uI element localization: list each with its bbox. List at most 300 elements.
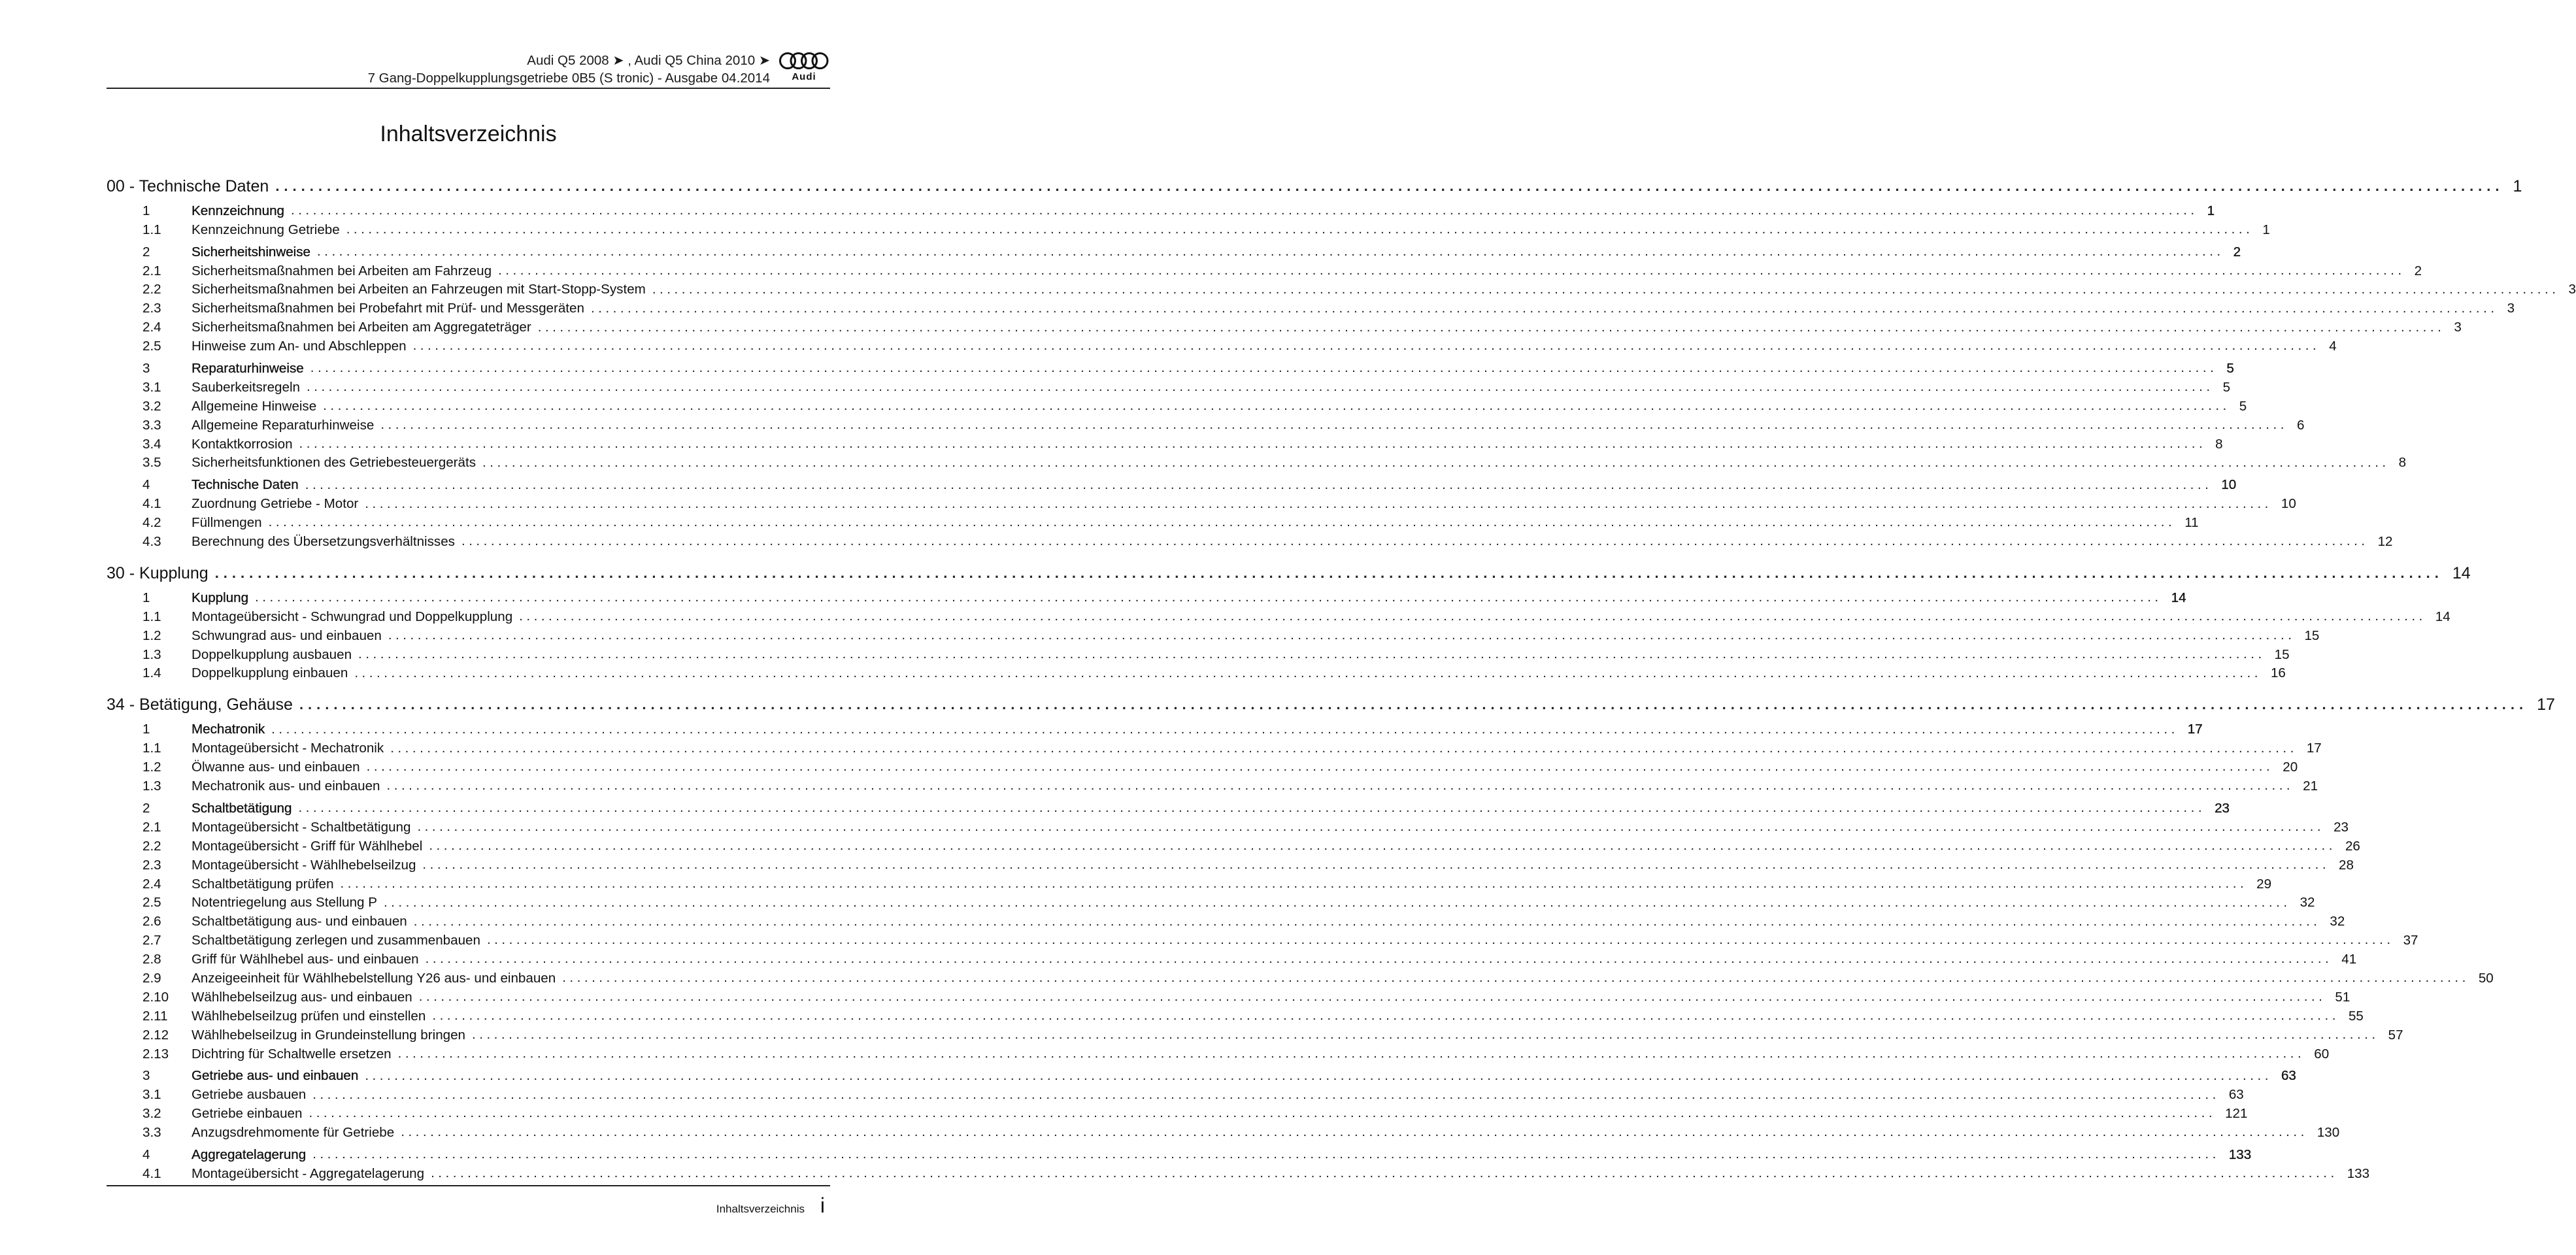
toc-entry-number: 2.7 (142, 933, 161, 948)
toc-page-number: 11 (2184, 515, 2199, 531)
toc-subsection[interactable] (107, 376, 2231, 395)
toc-chapter[interactable] (107, 173, 2522, 196)
toc-entry-label (107, 1147, 312, 1163)
dot-leader: .................................................................................................................................................................................................................................................................... (482, 454, 2390, 470)
toc-page-number: 32 (2300, 895, 2315, 911)
dot-leader: .................................................................................................................................................................................................................................................................... (354, 665, 2262, 680)
toc-entry-number: 4.1 (142, 496, 161, 512)
toc-entry-label (107, 695, 299, 714)
toc-entry-number: 2.12 (142, 1027, 169, 1043)
dot-leader: .................................................................................................................................................................................................................................................................... (366, 759, 2274, 775)
toc-page-number: 6 (2296, 417, 2305, 433)
dot-leader: .................................................................................................................................................................................................................................................................... (413, 913, 2321, 929)
toc-entry-label (107, 722, 271, 737)
toc-subsection[interactable] (107, 1043, 2330, 1062)
toc-entry-number: 1 (142, 203, 150, 218)
toc-page-number: 12 (2377, 534, 2393, 550)
toc-entry-title: Wählhebelseilzug in Grundeinstellung bringen (192, 1027, 466, 1043)
toc-subsection[interactable] (107, 493, 2296, 512)
dot-leader: .................................................................................................................................................................................................................................................................... (299, 696, 2528, 713)
toc-subsection[interactable] (107, 1163, 2370, 1182)
toc-page-number: 51 (2335, 989, 2350, 1005)
toc-subsection[interactable] (107, 316, 2462, 335)
toc-entry-number: 3.4 (142, 436, 161, 452)
toc-entry-label (107, 971, 562, 986)
toc-entry-label (107, 399, 323, 414)
dot-leader: .................................................................................................................................................................................................................................................................... (365, 1067, 2272, 1083)
dot-leader: .................................................................................................................................................................................................................................................................... (323, 398, 2230, 414)
toc-entry-number: 3.3 (142, 1125, 161, 1141)
dot-leader: .................................................................................................................................................................................................................................................................... (390, 740, 2298, 756)
toc-subsection[interactable] (107, 929, 2418, 948)
toc-entry-number: 4 (142, 1146, 150, 1162)
toc-entry-number: 2.3 (142, 301, 161, 316)
toc-entry-label (107, 455, 482, 471)
toc-entry-number: 2 (142, 244, 150, 259)
toc-entry-title: Technische Daten (192, 477, 299, 493)
toc-entry-number: 1.3 (142, 646, 161, 662)
toc-entry-title: Schaltbetätigung zerlegen und zusammenbauen (192, 933, 480, 948)
toc-page-number: 1 (2262, 222, 2270, 237)
toc-subsection[interactable] (107, 737, 2322, 756)
audi-rings-icon (778, 51, 830, 71)
toc-page-number: 29 (2256, 876, 2272, 892)
toc-entry-label (107, 564, 215, 583)
toc-page-number: 17 (2187, 722, 2203, 737)
toc-subsection[interactable] (107, 854, 2354, 873)
toc-entry-number: 2.10 (142, 989, 169, 1005)
toc-entry-label (107, 914, 414, 929)
toc-entry-number: 1.1 (142, 609, 161, 624)
toc-page-number: 8 (2215, 436, 2223, 452)
toc-page-number: 17 (2306, 741, 2322, 756)
dot-leader: .................................................................................................................................................................................................................................................................... (397, 1045, 2305, 1061)
toc-page-number: 3 (2454, 320, 2462, 335)
toc-entry-number: 1.3 (142, 778, 161, 794)
toc-entry-title: Zuordnung Getriebe - Motor (192, 496, 359, 512)
toc-entry-title: Füllmengen (192, 515, 262, 531)
toc-section[interactable] (107, 358, 2234, 376)
toc-subsection[interactable] (107, 625, 2320, 644)
dot-leader: .................................................................................................................................................................................................................................................................... (498, 262, 2405, 278)
toc-subsection[interactable] (107, 606, 2451, 625)
toc-subsection[interactable] (107, 1024, 2403, 1043)
toc-entry-number: 1 (142, 722, 150, 737)
toc-entry-label (107, 301, 591, 316)
toc-page-number: 8 (2398, 455, 2407, 471)
dot-leader: .................................................................................................................................................................................................................................................................... (425, 951, 2333, 967)
toc-entry-title: Sicherheitsmaßnahmen bei Arbeiten an Fahrzeugen mit Start-Stopp-System (192, 282, 646, 297)
toc-entry-title: Wählhebelseilzug aus- und einbauen (192, 989, 412, 1005)
toc-subsection[interactable] (107, 512, 2199, 531)
toc-entry-title: Wählhebelseilzug prüfen und einstellen (192, 1008, 426, 1024)
toc-subsection[interactable] (107, 433, 2223, 452)
toc-page-number: 14 (2452, 564, 2471, 583)
toc-entry-number: 2.1 (142, 263, 161, 278)
toc-entry-title: Getriebe aus- und einbauen (192, 1068, 359, 1084)
toc-subsection[interactable] (107, 835, 2360, 854)
toc-entry-title: Kontaktkorrosion (192, 436, 293, 452)
toc-subsection[interactable] (107, 948, 2357, 967)
toc-page-number: 5 (2222, 379, 2231, 395)
dot-leader: .................................................................................................................................................................................................................................................................... (310, 360, 2218, 376)
dot-leader: .................................................................................................................................................................................................................................................................... (299, 435, 2207, 451)
toc-page-number: 63 (2281, 1068, 2296, 1084)
toc-entry-title: Berechnung des Übersetzungsverhältnisses (192, 534, 455, 550)
toc-entry-label (107, 222, 346, 238)
toc-entry-label (107, 496, 365, 512)
toc-entry-label (107, 244, 317, 260)
toc-subsection[interactable] (107, 414, 2305, 433)
toc-entry-title: Ölwanne aus- und einbauen (192, 760, 360, 775)
toc-entry-title: Mechatronik (192, 722, 265, 737)
footer-label: Inhaltsverzeichnis (716, 1203, 805, 1215)
toc-entry-number: 2.13 (142, 1046, 169, 1062)
toc-entry-number: 2.9 (142, 970, 161, 986)
toc-subsection[interactable] (107, 775, 2318, 794)
toc-entry-number: 2.5 (142, 339, 161, 354)
toc-entry-label (107, 437, 299, 452)
toc-page-number: 32 (2330, 914, 2345, 929)
dot-leader: .................................................................................................................................................................................................................................................................... (317, 243, 2224, 259)
toc-chapter[interactable] (107, 560, 2471, 583)
toc-subsection[interactable] (107, 663, 2286, 682)
toc-section[interactable] (107, 718, 2203, 737)
toc-entry-title: Kennzeichnung (192, 203, 284, 218)
toc-section[interactable] (107, 474, 2237, 493)
dot-leader: .................................................................................................................................................................................................................................................................... (652, 281, 2560, 297)
toc-entry-number: 4.2 (142, 515, 161, 531)
toc-subsection[interactable] (107, 986, 2350, 1005)
toc-page-number: 1 (2207, 203, 2215, 218)
dot-leader: .................................................................................................................................................................................................................................................................... (309, 1105, 2216, 1121)
toc-entry-label (107, 418, 380, 433)
toc-entry-number: 3.3 (142, 417, 161, 433)
toc-entry-title: Doppelkupplung einbauen (192, 665, 348, 681)
toc-entry-title: Allgemeine Reparaturhinweise (192, 417, 375, 433)
toc-entry-label (107, 778, 387, 794)
toc-entry-title: Kupplung (192, 590, 249, 605)
toc-page-number: 1 (2513, 177, 2522, 195)
toc-entry-number: 2.6 (142, 914, 161, 929)
dot-leader: .................................................................................................................................................................................................................................................................... (312, 1086, 2220, 1102)
toc-subsection[interactable] (107, 644, 2290, 663)
toc-entry-label (107, 590, 255, 606)
toc-entry-label (107, 741, 390, 756)
toc-entry-label (107, 1068, 365, 1084)
toc-page-number: 5 (2239, 398, 2247, 414)
toc-entry-label (107, 380, 307, 395)
table-of-contents (107, 173, 2576, 1182)
toc-entry-title: Schwungrad aus- und einbauen (192, 628, 382, 643)
toc-entry-label (107, 839, 429, 854)
toc-section[interactable] (107, 1144, 2252, 1163)
toc-subsection[interactable] (107, 967, 2494, 986)
toc-subsection[interactable] (107, 1122, 2340, 1141)
toc-entry-number: 3.1 (142, 1087, 161, 1103)
toc-subsection[interactable] (107, 756, 2298, 775)
dot-leader: .................................................................................................................................................................................................................................................................... (417, 819, 2325, 835)
toc-section[interactable] (107, 1065, 2296, 1084)
toc-section[interactable] (107, 797, 2230, 816)
toc-page-number: 130 (2317, 1125, 2340, 1141)
dot-leader: .................................................................................................................................................................................................................................................................... (401, 1124, 2308, 1140)
toc-subsection[interactable] (107, 395, 2247, 414)
toc-entry-number: 3 (142, 361, 150, 376)
toc-entry-title: Sicherheitsmaßnahmen bei Probefahrt mit Prüf- und Messgeräten (192, 301, 584, 316)
toc-entry-title: Dichtring für Schaltwelle ersetzen (192, 1046, 392, 1062)
toc-entry-title: Sauberkeitsregeln (192, 379, 300, 395)
toc-entry-number: 2.3 (142, 857, 161, 873)
toc-page-number: 133 (2347, 1165, 2370, 1181)
toc-entry-number: 3.1 (142, 379, 161, 395)
toc-entry-label (107, 1028, 472, 1043)
toc-entry-title: 30 - Kupplung (107, 564, 209, 583)
toc-entry-number: 1.2 (142, 628, 161, 643)
toc-subsection[interactable] (107, 297, 2515, 316)
toc-entry-label (107, 320, 538, 335)
toc-entry-number: 2.11 (142, 1008, 168, 1024)
toc-entry-title: Schaltbetätigung prüfen (192, 876, 334, 892)
toc-entry-label (107, 647, 358, 663)
dot-leader: .................................................................................................................................................................................................................................................................... (537, 319, 2445, 335)
dot-leader: .................................................................................................................................................................................................................................................................... (461, 533, 2369, 549)
toc-entry-number: 2.1 (142, 819, 161, 835)
toc-entry-label (107, 895, 384, 911)
toc-entry-label (107, 1087, 312, 1103)
toc-page-number: 121 (2225, 1106, 2248, 1122)
dot-leader: .................................................................................................................................................................................................................................................................... (312, 1146, 2220, 1162)
toc-entry-title: Reparaturhinweise (192, 361, 304, 376)
dot-leader: .................................................................................................................................................................................................................................................................... (290, 203, 2198, 218)
toc-entry-title: Kennzeichnung Getriebe (192, 222, 340, 237)
toc-entry-title: Allgemeine Hinweise (192, 398, 317, 414)
toc-entry-title: Getriebe ausbauen (192, 1087, 307, 1103)
toc-entry-title: Anzeigeeinheit für Wählhebelstellung Y26 aus- und einbauen (192, 970, 556, 986)
dot-leader: .................................................................................................................................................................................................................................................................... (358, 646, 2266, 661)
toc-entry-title: Notentriegelung aus Stellung P (192, 895, 377, 911)
dot-leader: .................................................................................................................................................................................................................................................................... (214, 565, 2443, 582)
toc-entry-title: Montageübersicht - Schwungrad und Doppelkupplung (192, 609, 513, 624)
toc-page-number: 15 (2304, 628, 2320, 643)
toc-entry-title: Montageübersicht - Mechatronik (192, 741, 384, 756)
toc-entry-number: 2.5 (142, 895, 161, 911)
toc-entry-label (107, 1106, 309, 1122)
dot-leader: .................................................................................................................................................................................................................................................................... (432, 1008, 2339, 1024)
dot-leader: .................................................................................................................................................................................................................................................................... (305, 477, 2213, 492)
dot-leader: .................................................................................................................................................................................................................................................................... (422, 856, 2330, 872)
toc-page-number: 2 (2233, 244, 2241, 259)
toc-entry-title: Doppelkupplung ausbauen (192, 646, 352, 662)
toc-entry-number: 2.8 (142, 952, 161, 967)
toc-entry-number: 3 (142, 1068, 150, 1084)
audi-logo (778, 51, 830, 82)
footer-divider (107, 1185, 830, 1186)
toc-entry-label (107, 801, 298, 816)
toc-section[interactable] (107, 241, 2241, 260)
toc-entry-label (107, 282, 652, 297)
dot-leader: .................................................................................................................................................................................................................................................................... (412, 338, 2320, 354)
toc-page-number: 37 (2403, 933, 2418, 948)
toc-entry-title: Hinweise zum An- und Abschleppen (192, 339, 407, 354)
toc-page-number: 63 (2228, 1087, 2244, 1103)
toc-entry-title: Schaltbetätigung (192, 800, 292, 816)
toc-entry-title: 34 - Betätigung, Gehäuse (107, 695, 293, 714)
dot-leader: .................................................................................................................................................................................................................................................................... (562, 970, 2469, 986)
toc-entry-label (107, 339, 413, 354)
dot-leader: .................................................................................................................................................................................................................................................................... (275, 178, 2504, 194)
toc-entry-number: 1.1 (142, 741, 161, 756)
dot-leader: .................................................................................................................................................................................................................................................................... (268, 514, 2176, 530)
toc-entry-number: 2 (142, 800, 150, 816)
toc-subsection[interactable] (107, 260, 2422, 279)
toc-entry-title: Montageübersicht - Griff für Wählhebel (192, 838, 423, 854)
toc-entry-label (107, 1009, 432, 1024)
toc-entry-title: 00 - Technische Daten (107, 177, 269, 195)
toc-entry-title: Aggregatelagerung (192, 1146, 307, 1162)
toc-page-number: 133 (2228, 1146, 2252, 1162)
toc-subsection[interactable] (107, 279, 2576, 298)
toc-entry-title: Mechatronik aus- und einbauen (192, 778, 380, 794)
dot-leader: .................................................................................................................................................................................................................................................................... (383, 894, 2291, 910)
toc-subsection[interactable] (107, 816, 2349, 835)
toc-entry-number: 1 (142, 590, 150, 605)
toc-entry-label (107, 933, 487, 948)
toc-entry-label (107, 628, 388, 644)
toc-page-number: 41 (2341, 952, 2357, 967)
toc-page-number: 20 (2283, 760, 2298, 775)
dot-leader: .................................................................................................................................................................................................................................................................... (590, 300, 2498, 316)
dot-leader: .................................................................................................................................................................................................................................................................... (346, 222, 2254, 237)
dot-leader: .................................................................................................................................................................................................................................................................... (255, 590, 2162, 605)
toc-page-number: 3 (2568, 282, 2576, 297)
toc-subsection[interactable] (107, 911, 2345, 929)
dot-leader: .................................................................................................................................................................................................................................................................... (340, 875, 2248, 891)
toc-entry-label (107, 1046, 398, 1062)
toc-entry-title: Montageübersicht - Schaltbetätigung (192, 819, 411, 835)
toc-page-number: 21 (2303, 778, 2318, 794)
toc-subsection[interactable] (107, 1005, 2364, 1024)
toc-page-number: 5 (2226, 361, 2234, 376)
toc-entry-number: 4.1 (142, 1165, 161, 1181)
toc-page-number: 23 (2333, 819, 2349, 835)
toc-entry-title: Sicherheitshinweise (192, 244, 311, 259)
toc-section[interactable] (107, 587, 2186, 606)
toc-entry-title: Montageübersicht - Aggregatelagerung (192, 1165, 425, 1181)
toc-entry-number: 3.5 (142, 455, 161, 471)
toc-entry-title: Anzugsdrehmomente für Getriebe (192, 1125, 395, 1141)
toc-entry-title: Sicherheitsmaßnahmen bei Arbeiten am Fahrzeug (192, 263, 492, 278)
toc-page-number: 10 (2281, 496, 2296, 512)
header-text (368, 52, 770, 87)
dot-leader: .................................................................................................................................................................................................................................................................... (298, 800, 2206, 816)
toc-entry-label (107, 665, 354, 681)
toc-entry-label (107, 877, 341, 892)
dot-leader: .................................................................................................................................................................................................................................................................... (271, 721, 2179, 737)
dot-leader: .................................................................................................................................................................................................................................................................... (365, 495, 2272, 511)
toc-page-number: 4 (2329, 339, 2337, 354)
dot-leader: .................................................................................................................................................................................................................................................................... (429, 838, 2336, 853)
toc-page-number: 28 (2339, 857, 2354, 873)
header-manual-line: 7 Gang-Doppelkupplungsgetriebe 0B5 (S tronic) - Ausgabe 04.2014 (367, 71, 770, 86)
toc-entry-number: 4.3 (142, 534, 161, 550)
toc-subsection[interactable] (107, 335, 2337, 354)
toc-page-number: 14 (2171, 590, 2186, 605)
toc-subsection[interactable] (107, 219, 2270, 238)
toc-entry-label (107, 361, 310, 376)
toc-entry-label (107, 760, 367, 775)
dot-leader: .................................................................................................................................................................................................................................................................... (431, 1165, 2338, 1181)
dot-leader: .................................................................................................................................................................................................................................................................... (386, 778, 2294, 794)
toc-section[interactable] (107, 200, 2215, 219)
page-header (107, 50, 830, 89)
dot-leader: .................................................................................................................................................................................................................................................................... (519, 609, 2426, 624)
toc-entry-number: 2.2 (142, 838, 161, 854)
toc-entry-title: Getriebe einbauen (192, 1106, 303, 1122)
toc-page-number: 2 (2414, 263, 2422, 278)
toc-entry-label (107, 609, 519, 625)
toc-entry-title: Sicherheitsfunktionen des Getriebesteuergeräts (192, 455, 477, 471)
toc-entry-label (107, 203, 291, 219)
toc-page-number: 23 (2215, 800, 2230, 816)
toc-subsection[interactable] (107, 873, 2272, 892)
toc-entry-title: Griff für Wählhebel aus- und einbauen (192, 952, 419, 967)
dot-leader: .................................................................................................................................................................................................................................................................... (388, 627, 2296, 643)
toc-subsection[interactable] (107, 452, 2407, 471)
dot-leader: .................................................................................................................................................................................................................................................................... (380, 416, 2288, 432)
toc-entry-title: Montageübersicht - Wählhebelseilzug (192, 857, 416, 873)
dot-leader: .................................................................................................................................................................................................................................................................... (418, 989, 2326, 1005)
toc-entry-label (107, 263, 498, 279)
toc-entry-label (107, 534, 461, 550)
header-vehicle-line: Audi Q5 2008 ➤ , Audi Q5 China 2010 ➤ (527, 53, 770, 68)
toc-entry-title: Schaltbetätigung aus- und einbauen (192, 914, 407, 929)
toc-page-number: 17 (2537, 695, 2555, 714)
toc-page-number: 14 (2435, 609, 2451, 624)
toc-entry-number: 1.4 (142, 665, 161, 681)
toc-entry-label (107, 477, 305, 493)
dot-leader: .................................................................................................................................................................................................................................................................... (472, 1026, 2379, 1042)
toc-subsection[interactable] (107, 531, 2393, 550)
toc-entry-label (107, 1166, 431, 1182)
page-title: Inhaltsverzeichnis (380, 122, 557, 146)
toc-subsection[interactable] (107, 892, 2315, 911)
toc-subsection[interactable] (107, 1103, 2248, 1122)
toc-page-number: 60 (2314, 1046, 2330, 1062)
toc-page-number: 50 (2478, 970, 2494, 986)
toc-chapter[interactable] (107, 692, 2555, 714)
dot-leader: .................................................................................................................................................................................................................................................................... (486, 932, 2394, 948)
audi-logo-text: Audi (792, 71, 816, 82)
toc-subsection[interactable] (107, 1084, 2244, 1103)
toc-entry-number: 2.2 (142, 282, 161, 297)
toc-entry-label (107, 1125, 401, 1141)
toc-page-number: 15 (2274, 646, 2290, 662)
toc-entry-number: 2.4 (142, 320, 161, 335)
toc-page-number: 26 (2345, 838, 2360, 854)
toc-entry-label (107, 952, 426, 967)
toc-entry-number: 1.2 (142, 760, 161, 775)
toc-page-number: 3 (2507, 301, 2515, 316)
toc-entry-number: 4 (142, 477, 150, 493)
toc-entry-label (107, 515, 269, 531)
toc-entry-number: 3.2 (142, 398, 161, 414)
toc-page-number: 16 (2270, 665, 2286, 681)
toc-entry-number: 1.1 (142, 222, 161, 237)
toc-page-number: 10 (2221, 477, 2237, 493)
toc-page-number: 57 (2388, 1027, 2403, 1043)
toc-entry-label (107, 820, 417, 835)
